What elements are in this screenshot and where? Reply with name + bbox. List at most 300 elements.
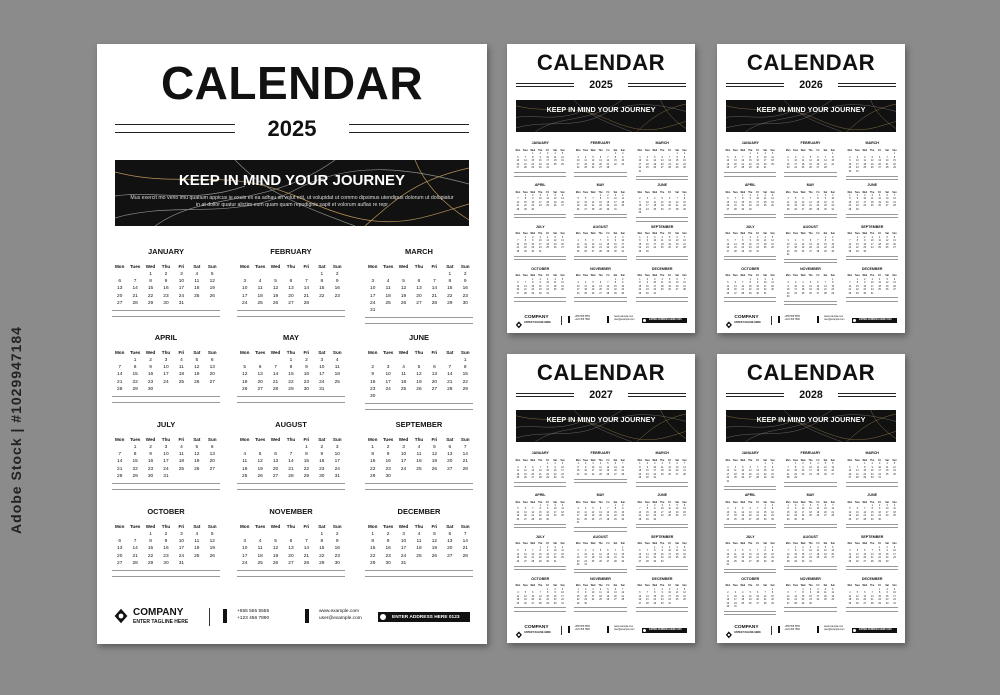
day-cell: 13	[816, 285, 820, 288]
day-cell: 5	[749, 592, 751, 595]
day-cell: 27	[878, 167, 881, 170]
phone-numbers	[574, 626, 589, 633]
day-cell: 14	[824, 160, 827, 163]
week-row	[574, 293, 626, 296]
month-block	[514, 493, 566, 528]
day-cell: 2	[771, 463, 774, 466]
day-cell: 15	[816, 201, 820, 204]
day-cell: 23	[660, 557, 664, 560]
day-cell: 9	[794, 508, 797, 511]
day-cell: 28	[683, 247, 686, 250]
day-cell: 29	[878, 602, 881, 605]
day-cell: 6	[734, 156, 737, 159]
day-cell: 23	[531, 205, 535, 208]
weekday-label: Sat	[823, 460, 828, 463]
day-cell: 26	[856, 560, 859, 563]
day-cell	[814, 519, 821, 522]
day-cell: 21	[831, 511, 835, 514]
month-rule	[636, 256, 688, 257]
day-cell: 26	[576, 208, 580, 211]
month-rule	[724, 297, 776, 298]
month-block	[574, 535, 626, 574]
day-cell: 5	[742, 508, 744, 511]
day-cell: 16	[771, 470, 774, 473]
day-cell: 18	[591, 557, 595, 560]
day-cell: 12	[848, 511, 852, 514]
week-row	[112, 364, 220, 371]
day-cell: 3	[577, 282, 579, 285]
weekday-label: Mon	[725, 275, 731, 278]
company-tagline: ENTER TAGLINE HERE	[734, 321, 761, 325]
weekday-label: Wed	[145, 350, 156, 355]
month-name: DECEMBER	[861, 576, 883, 581]
day-cell: 25	[771, 289, 774, 292]
day-cell: 18	[576, 247, 580, 250]
day-cell: 6	[893, 278, 896, 281]
weekday-label: Tues	[254, 350, 266, 355]
day-cell: 16	[531, 243, 535, 246]
day-cell	[189, 560, 204, 567]
day-cell: 11	[741, 595, 744, 598]
day-cell: 27	[288, 300, 294, 306]
week-row	[237, 364, 345, 371]
weekday-label: Wed	[590, 150, 596, 153]
day-cell: 10	[576, 285, 580, 288]
calendar-sheet	[717, 354, 905, 643]
day-cell: 27	[734, 292, 737, 295]
day-cell: 25	[675, 599, 679, 602]
weekday-label: Fri	[303, 524, 310, 529]
day-cell: 12	[591, 160, 595, 163]
day-cell: 12	[242, 372, 248, 378]
phone-icon	[778, 316, 780, 323]
month-rule	[514, 527, 566, 528]
day-cell: 30	[163, 560, 169, 566]
day-cell: 7	[539, 466, 541, 469]
weekday-label: Tues	[793, 585, 799, 588]
day-cell: 22	[638, 473, 642, 476]
day-cell: 13	[272, 459, 279, 465]
day-cell: 3	[639, 156, 641, 159]
day-cell: 8	[742, 240, 744, 243]
weekday-row	[237, 262, 345, 271]
day-cell: 8	[654, 550, 656, 553]
weekday-label: Fri	[606, 233, 610, 236]
day-cell: 20	[824, 511, 827, 514]
day-cell: 21	[516, 205, 520, 208]
weekday-label: Fri	[431, 264, 438, 269]
day-cell: 23	[771, 473, 774, 476]
weekday-label: Thu	[808, 543, 813, 546]
day-cell: 15	[741, 243, 745, 246]
day-cell: 9	[802, 550, 804, 553]
day-cell: 12	[431, 539, 438, 545]
day-cell: 1	[654, 588, 656, 591]
day-cell: 12	[561, 156, 564, 159]
day-cell: 29	[646, 518, 649, 521]
day-cell	[732, 481, 739, 484]
weekday-label: Tues	[644, 191, 650, 194]
weekday-label: Sun	[830, 543, 835, 546]
day-cell: 21	[756, 473, 759, 476]
day-cell: 14	[668, 160, 671, 163]
day-cell: 18	[763, 243, 767, 246]
day-cell: 21	[606, 163, 610, 166]
weekday-label: Wed	[270, 264, 281, 269]
day-cell	[822, 519, 829, 522]
day-cell: 12	[885, 282, 889, 285]
day-cell: 10	[576, 511, 580, 514]
week-row	[112, 357, 220, 364]
month-rule	[237, 489, 345, 490]
day-cell: 13	[117, 286, 123, 292]
email: user@example.com	[824, 319, 845, 322]
weekday-label: Tues	[644, 460, 650, 463]
day-cell: 19	[242, 379, 248, 385]
weekday-label: Sun	[207, 524, 217, 529]
day-cell: 4	[584, 156, 587, 159]
phone-icon	[568, 316, 570, 323]
day-cell: 8	[654, 592, 656, 595]
week-row	[846, 519, 898, 522]
weekday-label: Sun	[830, 275, 835, 278]
day-cell: 3	[809, 546, 812, 549]
week-row	[724, 251, 776, 254]
day-cell: 2	[305, 358, 308, 363]
day-cell: 25	[257, 560, 263, 566]
day-cell: 26	[561, 289, 564, 292]
day-cell	[252, 271, 267, 278]
day-cell: 16	[646, 470, 649, 473]
month-block	[365, 506, 473, 577]
day-cell	[365, 271, 380, 278]
weekday-label: Wed	[800, 543, 806, 546]
day-cell: 30	[771, 518, 774, 521]
day-cell: 28	[734, 250, 737, 253]
day-cell: 16	[809, 595, 812, 598]
day-cell: 27	[416, 300, 422, 306]
month-block	[237, 332, 345, 403]
month-rule	[636, 527, 688, 528]
day-cell: 8	[646, 508, 648, 511]
week-row	[365, 393, 473, 400]
day-cell: 19	[668, 243, 671, 246]
day-cell: 6	[639, 592, 641, 595]
day-cell: 8	[577, 592, 579, 595]
day-cell: 17	[614, 201, 617, 204]
day-cell: 16	[614, 243, 617, 246]
day-cell: 24	[538, 205, 542, 208]
day-cell: 12	[870, 160, 874, 163]
day-cell	[237, 531, 252, 538]
day-cell: 16	[863, 243, 867, 246]
weekday-label: Sat	[553, 460, 557, 463]
day-cell: 24	[646, 208, 649, 211]
day-cell: 6	[448, 445, 452, 450]
day-cell: 10	[584, 553, 587, 556]
day-cell: 23	[334, 553, 340, 559]
weekday-label: Fri	[816, 585, 820, 588]
weekday-label: Mon	[637, 275, 643, 278]
month-rule	[636, 259, 688, 260]
day-cell: 7	[856, 466, 858, 469]
day-cell	[411, 560, 426, 567]
day-cell: 16	[584, 595, 587, 598]
day-cell: 1	[832, 153, 834, 156]
title-rule	[516, 396, 574, 397]
day-cell: 14	[870, 553, 874, 556]
weekday-label: Sat	[613, 191, 618, 194]
weekday-label: Wed	[862, 585, 868, 588]
day-cell: 10	[546, 282, 549, 285]
day-cell: 13	[863, 595, 867, 598]
weekday-label: Sun	[332, 437, 342, 442]
day-cell: 6	[727, 240, 729, 243]
day-cell: 31	[756, 250, 759, 253]
day-cell: 6	[832, 463, 834, 466]
day-cell: 6	[893, 236, 896, 239]
day-cell: 20	[801, 205, 805, 208]
day-cell: 24	[870, 289, 874, 292]
day-cell: 8	[794, 550, 797, 553]
title-rule	[726, 393, 784, 394]
day-cell	[458, 393, 473, 400]
day-cell: 21	[816, 247, 820, 250]
month-rule	[636, 297, 688, 298]
day-cell: 7	[592, 198, 594, 201]
day-cell: 7	[886, 156, 888, 159]
day-cell: 6	[734, 282, 737, 285]
month-rule	[574, 572, 626, 573]
day-cell	[189, 300, 204, 307]
day-cell: 26	[561, 163, 564, 166]
day-cell: 11	[553, 282, 557, 285]
day-cell: 4	[734, 508, 737, 511]
day-cell: 30	[163, 300, 169, 306]
weekday-label: Wed	[740, 501, 746, 504]
day-cell: 8	[832, 156, 834, 159]
day-cell: 22	[653, 599, 657, 602]
weekday-label: Tues	[522, 543, 528, 546]
day-cell: 24	[660, 515, 664, 518]
day-cell: 13	[209, 452, 215, 458]
day-cell: 28	[117, 473, 123, 479]
day-cell: 25	[763, 205, 767, 208]
day-cell: 15	[462, 372, 468, 378]
day-cell: 2	[584, 588, 587, 591]
day-cell: 22	[683, 205, 686, 208]
month-name: OCTOBER	[531, 576, 550, 581]
month-block	[724, 141, 776, 176]
web-contact	[614, 316, 634, 323]
day-cell: 28	[524, 292, 527, 295]
day-cell: 3	[554, 504, 556, 507]
month-rule	[574, 297, 626, 298]
day-cell: 1	[614, 153, 617, 156]
weekday-label: Mon	[575, 275, 581, 278]
day-cell: 18	[178, 372, 185, 378]
day-cell: 23	[546, 557, 549, 560]
day-cell: 25	[400, 386, 407, 392]
weekday-label: Tues	[854, 150, 860, 153]
day-cell	[651, 251, 658, 254]
day-cell	[619, 603, 626, 606]
month-name: JANUARY	[148, 247, 184, 256]
day-cell: 11	[257, 546, 263, 552]
weekday-label: Thu	[414, 524, 424, 529]
day-cell: 25	[878, 289, 881, 292]
weekday-label: Mon	[114, 264, 125, 269]
month-rule	[724, 527, 776, 528]
day-cell: 8	[871, 508, 873, 511]
day-cell	[868, 171, 875, 174]
day-cell: 12	[668, 466, 671, 469]
day-cell: 11	[599, 592, 602, 595]
day-cell: 24	[668, 599, 671, 602]
day-cell: 25	[794, 250, 797, 253]
calendar-title: CALENDAR	[746, 359, 876, 385]
weekday-label: Thu	[660, 150, 665, 153]
day-cell: 24	[576, 518, 580, 521]
month-rule	[784, 304, 836, 305]
day-cell: 17	[801, 511, 805, 514]
day-cell: 25	[553, 289, 557, 292]
day-cell: 6	[433, 365, 436, 371]
day-cell: 11	[661, 240, 664, 243]
day-cell	[769, 209, 776, 212]
day-cell: 24	[763, 163, 767, 166]
month-block	[514, 577, 566, 612]
day-cell: 18	[771, 160, 774, 163]
weekday-label: Tues	[854, 543, 860, 546]
day-cell: 8	[448, 279, 452, 285]
day-cell: 18	[734, 473, 737, 476]
day-cell: 2	[809, 588, 812, 591]
day-cell: 16	[856, 201, 859, 204]
day-cell: 5	[517, 508, 519, 511]
weekday-label: Sun	[560, 275, 565, 278]
weekday-label: Fri	[178, 437, 185, 442]
day-cell: 7	[646, 592, 648, 595]
day-cell: 17	[794, 163, 797, 166]
weekday-label: Wed	[530, 460, 536, 463]
day-cell	[112, 357, 127, 364]
day-cell: 18	[794, 247, 797, 250]
day-cell: 9	[864, 282, 866, 285]
day-cell	[597, 564, 604, 567]
weekday-label: Mon	[114, 437, 125, 442]
day-cell: 5	[886, 236, 888, 239]
day-cell	[732, 564, 739, 567]
day-cell: 27	[614, 473, 617, 476]
day-cell: 6	[614, 463, 617, 466]
day-cell: 13	[675, 240, 679, 243]
day-cell: 4	[561, 504, 564, 507]
day-cell: 30	[531, 250, 535, 253]
weekday-label: Sat	[763, 501, 767, 504]
month-rule	[636, 217, 688, 218]
day-cell: 27	[675, 247, 679, 250]
day-cell: 18	[741, 599, 745, 602]
day-cell: 10	[893, 550, 896, 553]
day-cell	[112, 531, 127, 538]
week-row	[237, 386, 345, 393]
day-cell: 5	[742, 466, 744, 469]
day-cell: 19	[771, 201, 774, 204]
day-cell: 15	[801, 595, 805, 598]
day-cell: 3	[661, 504, 663, 507]
day-cell: 30	[660, 602, 664, 605]
day-cell: 11	[763, 240, 767, 243]
day-cell: 3	[577, 508, 579, 511]
day-cell: 20	[668, 205, 671, 208]
day-cell: 21	[606, 515, 610, 518]
day-cell: 22	[653, 557, 657, 560]
day-cell: 22	[538, 515, 542, 518]
week-row	[365, 531, 473, 538]
weekday-label: Fri	[878, 275, 882, 278]
weekday-label: Sun	[332, 524, 342, 529]
day-cell: 23	[660, 599, 664, 602]
week-row	[514, 209, 566, 212]
weekday-label: Wed	[800, 233, 806, 236]
day-cell: 16	[878, 511, 881, 514]
weekday-label: Sat	[193, 524, 201, 529]
weekday-label: Sat	[885, 585, 889, 588]
day-cell: 27	[748, 477, 752, 480]
weekday-label: Fri	[303, 264, 310, 269]
day-cell: 5	[856, 550, 858, 553]
day-cell: 15	[614, 285, 617, 288]
day-cell	[658, 171, 665, 174]
day-cell: 23	[885, 557, 889, 560]
day-cell: 31	[726, 564, 730, 567]
weekday-label: Sat	[885, 191, 889, 194]
day-cell	[268, 271, 283, 278]
day-cell	[205, 473, 220, 480]
day-cell: 21	[824, 163, 827, 166]
day-cell: 15	[763, 511, 767, 514]
day-cell: 1	[532, 278, 534, 281]
day-cell: 5	[599, 550, 602, 553]
day-cell: 5	[517, 550, 519, 553]
month-rule	[636, 179, 688, 180]
day-cell: 3	[164, 445, 168, 450]
day-cell: 5	[195, 358, 199, 363]
day-cell: 25	[801, 167, 805, 170]
day-cell: 19	[209, 546, 215, 552]
day-cell: 25	[824, 599, 827, 602]
weekday-label: Tues	[522, 460, 528, 463]
day-cell: 31	[553, 560, 557, 563]
day-cell: 6	[118, 539, 122, 545]
day-cell: 21	[621, 595, 625, 598]
day-cell: 6	[824, 504, 827, 507]
day-cell: 25	[621, 205, 625, 208]
week-row	[636, 561, 688, 564]
day-cell: 11	[763, 198, 767, 201]
day-cell: 31	[319, 386, 325, 392]
day-cell: 26	[771, 247, 774, 250]
month-rule	[112, 396, 220, 397]
day-cell: 5	[683, 546, 686, 549]
day-cell: 25	[660, 289, 664, 292]
month-block	[846, 141, 898, 180]
day-cell: 1	[539, 546, 541, 549]
day-cell: 25	[194, 293, 200, 299]
weekday-label: Fri	[816, 543, 820, 546]
day-cell: 25	[385, 300, 391, 306]
